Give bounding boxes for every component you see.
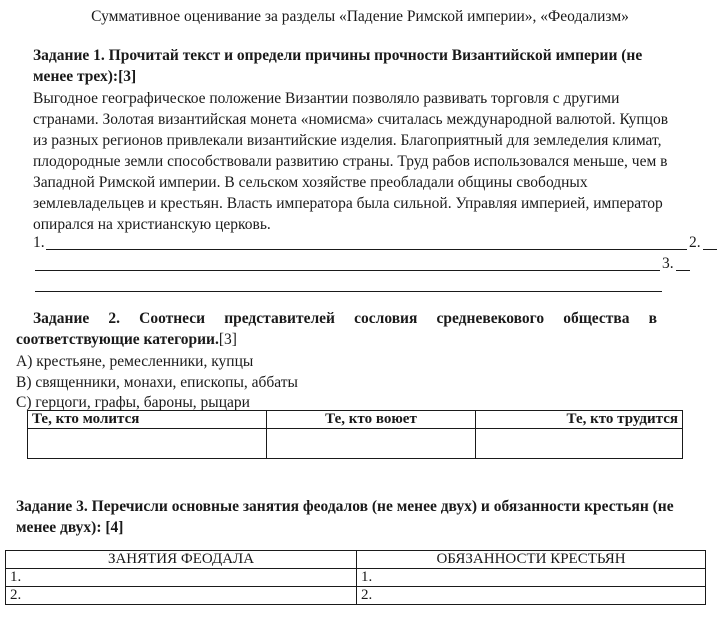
answer-line-1[interactable] (46, 249, 687, 250)
answer-line-2-start[interactable] (703, 249, 717, 250)
task2-table (27, 410, 683, 459)
column-header-peasant-duties: ОБЯЗАННОСТИ КРЕСТЬЯН (357, 551, 706, 569)
answer-cell-warriors[interactable] (267, 429, 476, 459)
peasant-answer-cell[interactable]: 1. (357, 569, 706, 587)
task1-text-line: землевладельцев и крестьян. Власть императора была сильной. Управляя империей, император (33, 195, 663, 212)
column-header-prayers: Те, кто молится (28, 411, 267, 429)
task2-heading-line2 (16, 331, 237, 349)
column-header-warriors: Те, кто воюет (267, 411, 476, 429)
answer-cell-workers[interactable] (476, 429, 683, 459)
answer-line-3[interactable] (35, 291, 662, 292)
task1-text-line: опирался на христианскую церковь. (33, 216, 271, 233)
answer-label-3: 3. (662, 255, 674, 272)
task2-heading-line1: Задание 2. Соотнеси представителей сословия средневекового общества в (33, 310, 657, 327)
task1-heading-line1: Задание 1. Прочитай текст и определи причины прочности Византийской империи (не (33, 47, 643, 64)
answer-label-1: 1. (33, 234, 45, 251)
task1-text-line: плодородные земли способствовали развитию страны. Труд рабов использовался меньше, чем в (33, 153, 668, 170)
task3-table (5, 550, 706, 605)
peasant-answer-cell[interactable]: 2. (357, 587, 706, 605)
task3-heading-line2: менее двух): [4] (16, 519, 124, 536)
page-title: Суммативное оценивание за разделы «Падение Римской империи», «Феодализм» (91, 8, 629, 25)
task1-text-line: Западной Римской империи. В сельском хозяйстве преобладали общины свободных (33, 174, 588, 191)
column-header-workers: Те, кто трудится (476, 411, 683, 429)
task2-points: [3] (218, 331, 237, 348)
option-c: C) герцоги, графы, бароны, рыцари (16, 394, 250, 411)
answer-line-2[interactable] (35, 270, 660, 271)
task1-text-line: странами. Золотая византийская монета «номисма» считалась международной валютой. Купцов (33, 111, 669, 128)
task1-heading-line2: менее трех):[3] (33, 68, 137, 85)
task2-heading-text: соответствующие категории. (16, 331, 219, 348)
task1-text-line: Выгодное географическое положение Византии позволяло развивать торговля с другими (33, 90, 620, 107)
feudal-answer-cell[interactable]: 2. (6, 587, 357, 605)
answer-label-2: 2. (689, 234, 701, 251)
answer-line-3-start[interactable] (676, 270, 690, 271)
option-a: A) крестьяне, ремесленники, купцы (16, 353, 254, 370)
feudal-answer-cell[interactable]: 1. (6, 569, 357, 587)
task3-heading-line1: Задание 3. Перечисли основные занятия феодалов (не менее двух) и обязанности крестьян (не (16, 498, 674, 515)
task1-text-line: из разных регионов привлекали византийские изделия. Благоприятный для земледелия климат, (33, 132, 662, 149)
answer-cell-prayers[interactable] (28, 429, 267, 459)
option-b: B) священники, монахи, епископы, аббаты (16, 374, 298, 391)
column-header-feudal-activities: ЗАНЯТИЯ ФЕОДАЛА (6, 551, 357, 569)
